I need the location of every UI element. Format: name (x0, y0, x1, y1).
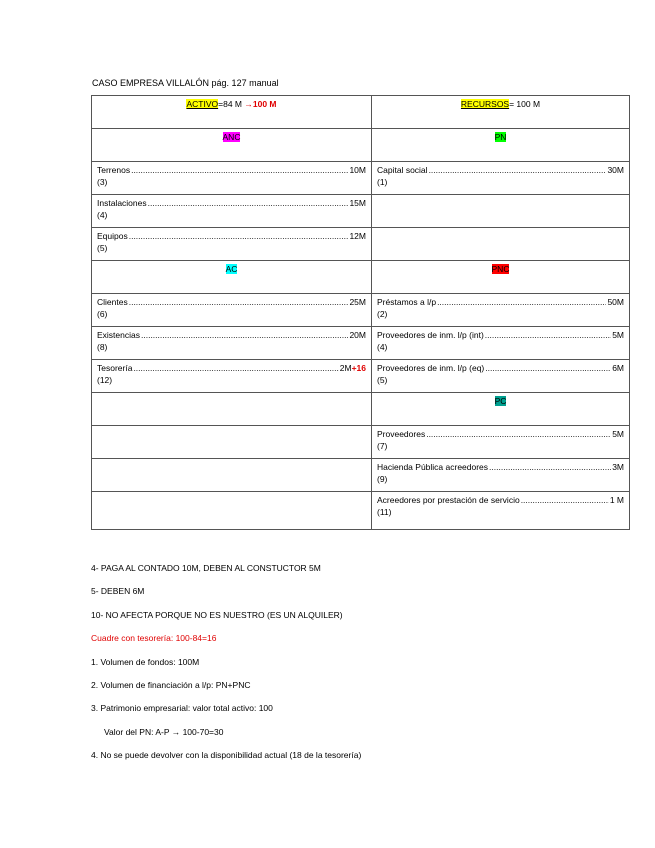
item-capital-social (372, 162, 630, 195)
item-name: Existencias (97, 330, 140, 340)
item-amount: 15M (349, 198, 366, 208)
arrow-icon: → (244, 99, 253, 109)
item-amount: 6M (612, 363, 624, 373)
item-ref: (8) (97, 342, 108, 352)
empty-cell (92, 426, 372, 459)
item-amount: 12M (349, 231, 366, 241)
activo-label: ACTIVO (186, 99, 219, 109)
item-ref: (12) (97, 375, 113, 385)
note-line: 3. Patrimonio empresarial: valor total activo: 100 (91, 703, 273, 714)
activo-corrected: 100 M (252, 99, 277, 109)
item-tesoreria (92, 360, 372, 393)
note-cuadre: Cuadre con tesorería: 100-84=16 (91, 633, 217, 644)
item-amount: 5M (612, 429, 624, 439)
item-name: Proveedores de inm. l/p (eq) (377, 363, 485, 373)
item-ref: (5) (97, 243, 108, 253)
recursos-value: = 100 M (509, 99, 541, 109)
anc-header (92, 129, 372, 162)
item-amount: 5M (612, 330, 624, 340)
item-proveedores (372, 426, 630, 459)
item-name: Tesorería (97, 363, 133, 373)
ac-label: AC (225, 264, 238, 274)
item-ref: (2) (377, 309, 388, 319)
item-amount: 3M (612, 462, 624, 472)
recursos-header (372, 96, 630, 129)
empty-cell (372, 195, 630, 228)
activo-value: =84 M (218, 99, 243, 109)
activo-header (92, 96, 372, 129)
item-prestamos (372, 294, 630, 327)
pnc-label: PNC (491, 264, 510, 274)
pc-header (372, 393, 630, 426)
empty-cell (372, 228, 630, 261)
item-ref: (4) (377, 342, 388, 352)
item-ref: (4) (97, 210, 108, 220)
pc-label: PC (494, 396, 507, 406)
note-line: 5- DEBEN 6M (91, 586, 145, 597)
item-name: Clientes (97, 297, 128, 307)
notes-section (91, 562, 361, 773)
note-line: 4- PAGA AL CONTADO 10M, DEBEN AL CONSTUCTOR 5M (91, 563, 321, 573)
item-name: Instalaciones (97, 198, 147, 208)
item-ref: (5) (377, 375, 388, 385)
item-instalaciones (92, 195, 372, 228)
item-name: Préstamos a l/p (377, 297, 437, 307)
item-amount: 2M (339, 363, 352, 373)
item-hacienda (372, 459, 630, 492)
item-ref: (3) (97, 177, 108, 187)
item-name: Hacienda Pública acreedores (377, 462, 489, 472)
item-name: Proveedores de inm. l/p (int) (377, 330, 484, 340)
empty-cell (92, 393, 372, 426)
item-ref: (9) (377, 474, 388, 484)
recursos-label: RECURSOS (460, 99, 510, 109)
item-amount: 25M (349, 297, 366, 307)
item-name: Proveedores (377, 429, 426, 439)
balance-sheet-table (91, 95, 630, 530)
item-existencias (92, 327, 372, 360)
anc-label: ANC (222, 132, 241, 142)
item-amount: 30M (607, 165, 624, 175)
pnc-header (372, 261, 630, 294)
note-line: Valor del PN: A-P → 100-70=30 (104, 726, 224, 737)
item-amount: 20M (349, 330, 366, 340)
item-name: Equipos (97, 231, 128, 241)
item-amount: 1 M (609, 495, 624, 505)
note-line: 2. Volumen de financiación a l/p: PN+PNC (91, 679, 251, 690)
item-ref: (6) (97, 309, 108, 319)
document-title: CASO EMPRESA VILLALÓN pág. 127 manual (92, 78, 279, 88)
note-line: 1. Volumen de fondos: 100M (91, 656, 200, 667)
item-prov-inm-int (372, 327, 630, 360)
item-terrenos (92, 162, 372, 195)
pn-label: PN (494, 132, 507, 142)
item-extra: +16 (351, 363, 366, 373)
item-name: Capital social (377, 165, 428, 175)
empty-cell (92, 459, 372, 492)
item-clientes (92, 294, 372, 327)
item-amount: 50M (607, 297, 624, 307)
item-ref: (7) (377, 441, 388, 451)
note-line: 10- NO AFECTA PORQUE NO ES NUESTRO (ES UN ALQUILER) (91, 609, 343, 620)
empty-cell (92, 492, 372, 530)
item-prov-inm-eq (372, 360, 630, 393)
item-amount: 10M (349, 165, 366, 175)
item-name: Acreedores por prestación de servicio (377, 495, 520, 505)
ac-header (92, 261, 372, 294)
item-equipos (92, 228, 372, 261)
item-name: Terrenos (97, 165, 131, 175)
note-line: 4. No se puede devolver con la disponibilidad actual (18 de la tesorería) (91, 750, 362, 761)
item-ref: (1) (377, 177, 388, 187)
pn-header (372, 129, 630, 162)
item-ref: (11) (377, 507, 392, 517)
item-acreedores (372, 492, 630, 530)
